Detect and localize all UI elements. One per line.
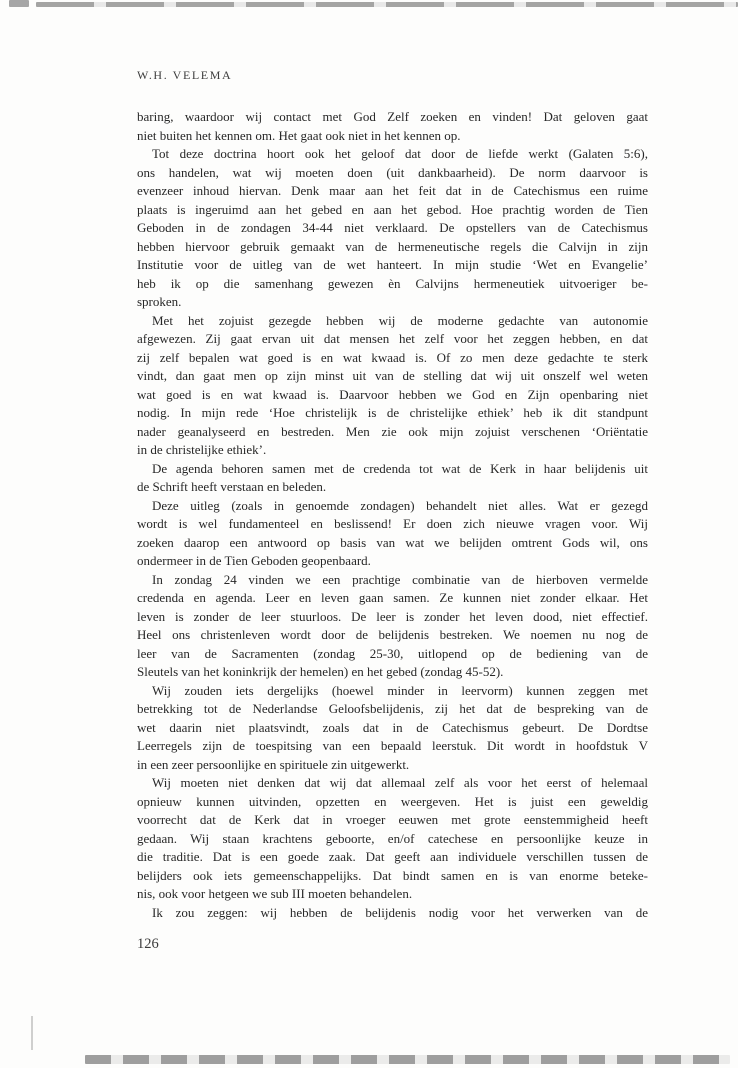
text-line: zoeken daarop een antwoord op basis van wat we belijden omtrent Gods wil, ons [137, 534, 648, 550]
text-line: zij zelf bepalen wat goed is en wat kwaad is. Of zo men deze gedachte te sterk [137, 349, 648, 365]
text-line: sproken. [137, 294, 182, 309]
text-line: De agenda behoren samen met de credenda tot wat de Kerk in haar belijdenis uit [152, 460, 648, 476]
text-line: wordt is wel fundamenteel en beslissend! Er doen zich nieuwe vragen voor. Wij [137, 516, 648, 531]
text-line: Wij moeten niet denken dat wij dat allemaal zelf als voor het eerst of helemaal [152, 775, 648, 790]
text-line: niet buiten het kennen om. Het gaat ook niet in het kennen op. [137, 127, 461, 143]
text-line: opnieuw kunnen uitvinden, opzetten en weergeven. Het is juist een geweldig [137, 793, 648, 809]
text-line: gedaan. Wij staan krachtens geboorte, en/of catechese en persoonlijke keuze in [137, 830, 648, 846]
text-line: credenda en agenda. Leer en leven gaan samen. Ze kunnen niet zonder elkaar. Het [137, 590, 648, 605]
text-line: wet daarin niet plaatsvindt, zoals dat in de Catechismus gebeurt. De Dordtse [137, 719, 648, 735]
text-line: leven is zonder de leer stuurloos. De leer is zonder het leven dood, niet effectief. [137, 608, 648, 624]
text-line: nodig. In mijn rede ‘Hoe christelijk is de christelijke ethiek’ heb ik dit standpunt [137, 405, 648, 420]
text-line: betrekking tot de Nederlandse Geloofsbelijdenis, zij het dat de bespreking van de [137, 701, 648, 716]
text-line: de Schrift heeft verstaan en beleden. [137, 479, 327, 494]
scan-artifact-top-bar [36, 2, 738, 7]
text-line: Geboden in de zondagen 34-44 niet verklaard. De opstellers van de Catechismus [137, 220, 648, 235]
scan-artifact-left-line [31, 1016, 33, 1050]
text-line: wat goed is en wat kwaad is. Daarvoor hebben we God en Zijn openbaring niet [137, 386, 648, 402]
text-line: Tot deze doctrina hoort ook het geloof dat door de liefde werkt (Galaten 5:6), [152, 146, 648, 161]
text-line: Ik zou zeggen: wij hebben de belijdenis nodig voor het verwerken van de [152, 904, 648, 920]
text-line: die traditie. Dat is een goede zaak. Dat geeft aan individuele verschillen tussen de [137, 849, 648, 864]
text-line: evenzeer inhoud hiervan. Denk maar aan het feit dat in de Catechismus een ruime [137, 183, 648, 198]
text-line: voorrecht dat de Kerk dat in vroeger eeuwen met grote eenstemmigheid heeft [137, 812, 648, 827]
page-number: 126 [137, 936, 159, 952]
scan-artifact-bottom-bar [85, 1055, 730, 1064]
text-line: nader geanalyseerd en bestreden. Men zie ook mijn zojuist verschenen ‘Oriëntatie [137, 423, 648, 439]
text-line: belijders ook iets gemeenschappelijks. Dat bindt samen en is van enorme beteke- [137, 867, 648, 883]
text-line: Institutie voor de uitleg van de wet hanteert. In mijn studie ‘Wet en Evangelie’ [137, 257, 648, 272]
text-line: ondermeer in de Tien Geboden geopenbaard. [137, 553, 371, 568]
text-line: In zondag 24 vinden we een prachtige combinatie van de hierboven vermelde [152, 571, 648, 587]
text-line: Deze uitleg (zoals in genoemde zondagen) behandelt niet alles. Wat er gezegd [152, 497, 648, 513]
text-line: Wij zouden iets dergelijks (hoewel minder in leervorm) kunnen zeggen met [152, 682, 648, 698]
running-header: W.H. VELEMA [137, 68, 233, 82]
text-line: plaats is ingeruimd aan het gebed en aan het gebod. Hoe prachtig worden de Tien [137, 201, 648, 217]
text-line: heb ik op die samenhang gewezen èn Calvijns hermeneutiek uitvoeriger be- [137, 275, 648, 291]
text-line: leer van de Sacramenten (zondag 25-30, uitlopend op de bediening van de [137, 645, 648, 661]
text-line: afgewezen. Zij gaat ervan uit dat mensen het zelf voor het zeggen hebben, en dat [137, 331, 648, 346]
text-line: in de christelijke ethiek’. [137, 442, 267, 457]
text-line: vindt, dan gaat men op zijn minst uit van de stelling dat wij uit onszelf wel weten [137, 368, 648, 383]
text-line: Heel ons christenleven wordt door de belijdenis bestreken. We noemen nu nog de [137, 627, 648, 642]
text-line: baring, waardoor wij contact met God Zelf zoeken en vinden! Dat geloven gaat [137, 109, 648, 124]
text-line: in een zeer persoonlijke en spirituele zin uitgewerkt. [137, 756, 410, 772]
scan-artifact-corner-mark [9, 0, 29, 7]
text-line: ons handelen, wat wij moeten doen (uit dankbaarheid). De norm daarvoor is [137, 164, 648, 180]
body-text [137, 108, 648, 922]
text-line: Leerregels zijn de toespitsing van een bepaald leerstuk. Dit wordt in hoofdstuk V [137, 738, 648, 753]
text-line: Sleutels van het koninkrijk der hemelen) en het gebed (zondag 45-52). [137, 664, 504, 679]
text-line: nis, ook voor hetgeen we sub III moeten behandelen. [137, 886, 413, 901]
text-line: Met het zojuist gezegde hebben wij de moderne gedachte van autonomie [152, 312, 648, 328]
text-line: hebben hiervoor gebruik gemaakt van de hermeneutische regels die Calvijn in zijn [137, 238, 648, 254]
